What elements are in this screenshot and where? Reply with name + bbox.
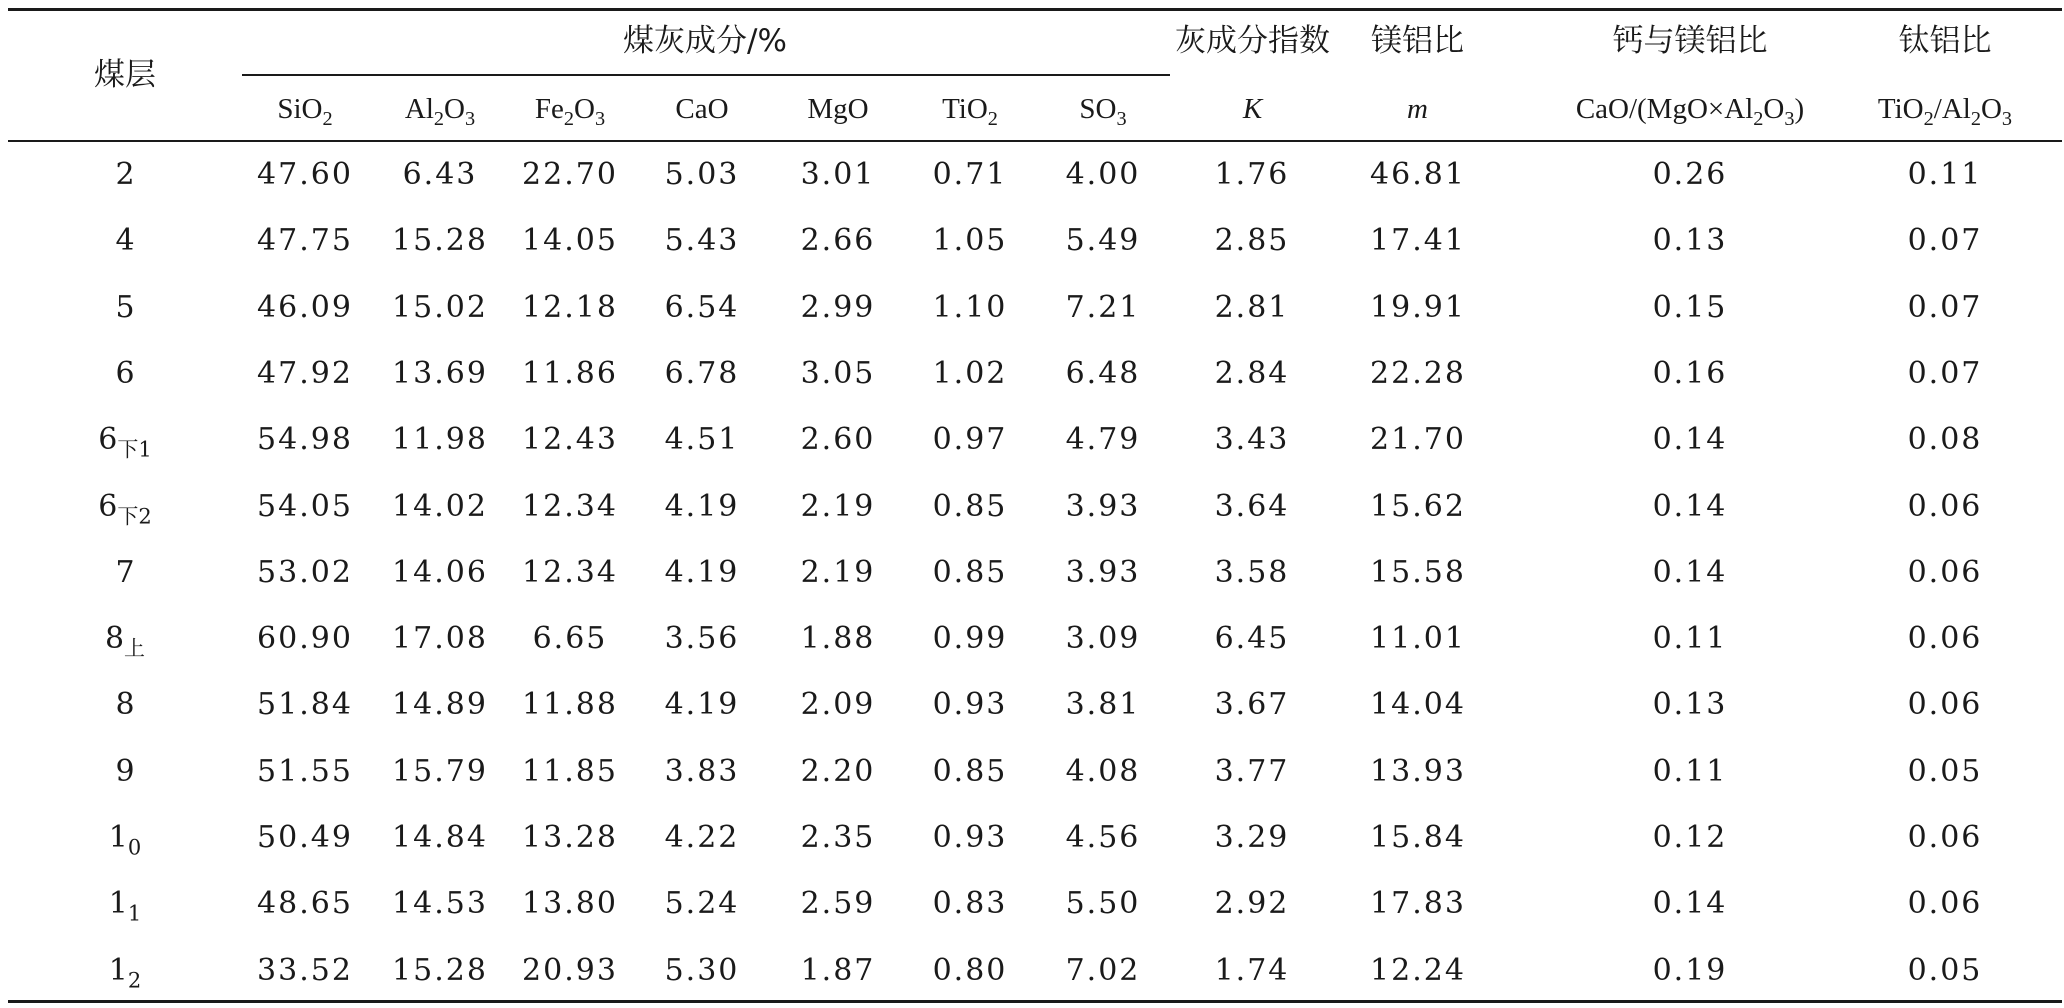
header-sio2: SiO$_2$ bbox=[277, 93, 333, 131]
cell-fe2o3: 20.93 bbox=[522, 953, 618, 988]
cell-tio2: 0.93 bbox=[932, 687, 1008, 722]
cell-sio2: 54.05 bbox=[257, 489, 353, 524]
cell-fe2o3: 13.28 bbox=[522, 820, 618, 855]
header-tio2: TiO$_2$ bbox=[942, 93, 998, 131]
cell-so3: 3.09 bbox=[1065, 621, 1141, 656]
cell-tio2: 1.02 bbox=[932, 356, 1008, 391]
cell-seam: $1_2$ bbox=[108, 953, 142, 993]
cell-so3: 4.00 bbox=[1065, 157, 1141, 192]
cell-tio2: 0.93 bbox=[932, 820, 1008, 855]
cell-mgo: 2.19 bbox=[800, 555, 876, 590]
cell-sio2: 53.02 bbox=[257, 555, 353, 590]
cell-sio2: 47.75 bbox=[257, 223, 353, 258]
cell-ca-ratio: 0.14 bbox=[1652, 886, 1728, 921]
cell-k: 2.81 bbox=[1214, 290, 1290, 325]
header-mgo: MgO bbox=[807, 93, 869, 125]
header-rule bbox=[8, 140, 2062, 142]
cell-k: 3.77 bbox=[1214, 754, 1290, 789]
cell-tio2: 1.10 bbox=[932, 290, 1008, 325]
cell-sio2: 54.98 bbox=[257, 422, 353, 457]
cell-ca-ratio: 0.11 bbox=[1652, 621, 1728, 656]
cell-ti-ratio: 0.06 bbox=[1907, 820, 1983, 855]
cell-cao: 6.78 bbox=[664, 356, 740, 391]
cell-ti-ratio: 0.07 bbox=[1907, 290, 1983, 325]
cell-ca-ratio: 0.14 bbox=[1652, 489, 1728, 524]
cell-m: 12.24 bbox=[1370, 953, 1466, 988]
cell-cao: 4.22 bbox=[664, 820, 740, 855]
cell-so3: 7.02 bbox=[1065, 953, 1141, 988]
cell-seam: 4 bbox=[115, 223, 135, 258]
cell-cao: 3.83 bbox=[664, 754, 740, 789]
cell-k: 6.45 bbox=[1214, 621, 1290, 656]
cell-sio2: 47.60 bbox=[257, 157, 353, 192]
cell-cao: 4.19 bbox=[664, 489, 740, 524]
cell-fe2o3: 12.34 bbox=[522, 555, 618, 590]
cell-sio2: 47.92 bbox=[257, 356, 353, 391]
cell-so3: 3.81 bbox=[1065, 687, 1141, 722]
cell-ca-ratio: 0.13 bbox=[1652, 223, 1728, 258]
cell-seam: $1_0$ bbox=[108, 820, 142, 860]
cell-fe2o3: 12.18 bbox=[522, 290, 618, 325]
cell-so3: 4.08 bbox=[1065, 754, 1141, 789]
header-ti-al-ratio: 钛铝比 bbox=[1898, 23, 1992, 59]
cell-tio2: 1.05 bbox=[932, 223, 1008, 258]
cell-so3: 3.93 bbox=[1065, 555, 1141, 590]
header-ash-index: 灰成分指数 bbox=[1175, 23, 1330, 59]
cell-m: 15.84 bbox=[1370, 820, 1466, 855]
header-mg-al-ratio: 镁铝比 bbox=[1371, 23, 1464, 59]
cell-m: 17.41 bbox=[1370, 223, 1466, 258]
cell-al2o3: 15.02 bbox=[392, 290, 488, 325]
cell-m: 21.70 bbox=[1370, 422, 1466, 457]
cell-m: 46.81 bbox=[1370, 157, 1466, 192]
cell-fe2o3: 6.65 bbox=[532, 621, 608, 656]
header-al2o3: $Al_2O_3$ bbox=[404, 93, 476, 131]
cell-m: 22.28 bbox=[1370, 356, 1466, 391]
cell-al2o3: 15.79 bbox=[392, 754, 488, 789]
cell-al2o3: 15.28 bbox=[392, 223, 488, 258]
cell-al2o3: 15.28 bbox=[392, 953, 488, 988]
cell-tio2: 0.80 bbox=[932, 953, 1008, 988]
cell-m: 17.83 bbox=[1370, 886, 1466, 921]
cell-mgo: 2.60 bbox=[800, 422, 876, 457]
cell-al2o3: 11.98 bbox=[392, 422, 488, 457]
cell-seam: 9 bbox=[115, 754, 135, 789]
cell-k: 3.64 bbox=[1214, 489, 1290, 524]
cell-mgo: 2.20 bbox=[800, 754, 876, 789]
cell-tio2: 0.99 bbox=[932, 621, 1008, 656]
header-fe2o3: $Fe_2O_3$ bbox=[534, 93, 606, 131]
cell-k: 2.84 bbox=[1214, 356, 1290, 391]
cell-tio2: 0.85 bbox=[932, 555, 1008, 590]
cell-ca-ratio: 0.11 bbox=[1652, 754, 1728, 789]
cell-fe2o3: 12.43 bbox=[522, 422, 618, 457]
cell-cao: 5.03 bbox=[664, 157, 740, 192]
cell-fe2o3: 13.80 bbox=[522, 886, 618, 921]
cell-mgo: 2.66 bbox=[800, 223, 876, 258]
cell-ca-ratio: 0.19 bbox=[1652, 953, 1728, 988]
cell-ti-ratio: 0.06 bbox=[1907, 886, 1983, 921]
cell-mgo: 1.88 bbox=[800, 621, 876, 656]
header-k-symbol: K bbox=[1242, 93, 1263, 125]
header-ash-composition: 煤灰成分/% bbox=[623, 23, 787, 59]
cell-sio2: 51.55 bbox=[257, 754, 353, 789]
cell-so3: 4.79 bbox=[1065, 422, 1141, 457]
cell-fe2o3: 12.34 bbox=[522, 489, 618, 524]
cell-m: 15.58 bbox=[1370, 555, 1466, 590]
cell-tio2: 0.85 bbox=[932, 489, 1008, 524]
cell-ca-ratio: 0.14 bbox=[1652, 555, 1728, 590]
cell-k: 2.85 bbox=[1214, 223, 1290, 258]
cell-mgo: 2.09 bbox=[800, 687, 876, 722]
cell-fe2o3: 14.05 bbox=[522, 223, 618, 258]
cell-fe2o3: 11.86 bbox=[522, 356, 618, 391]
cell-k: 3.67 bbox=[1214, 687, 1290, 722]
cell-al2o3: 14.84 bbox=[392, 820, 488, 855]
cell-sio2: 50.49 bbox=[257, 820, 353, 855]
cell-cao: 4.19 bbox=[664, 687, 740, 722]
cell-cao: 4.19 bbox=[664, 555, 740, 590]
cell-mgo: 2.35 bbox=[800, 820, 876, 855]
cell-sio2: 60.90 bbox=[257, 621, 353, 656]
cell-k: 3.58 bbox=[1214, 555, 1290, 590]
cell-ca-ratio: 0.15 bbox=[1652, 290, 1728, 325]
cell-cao: 3.56 bbox=[664, 621, 740, 656]
cell-cao: 5.43 bbox=[664, 223, 740, 258]
cell-so3: 3.93 bbox=[1065, 489, 1141, 524]
cell-mgo: 1.87 bbox=[800, 953, 876, 988]
cell-ti-ratio: 0.06 bbox=[1907, 687, 1983, 722]
cell-seam: 8 bbox=[115, 687, 135, 722]
cell-tio2: 0.97 bbox=[932, 422, 1008, 457]
cell-k: 1.76 bbox=[1214, 157, 1290, 192]
cell-ca-ratio: 0.14 bbox=[1652, 422, 1728, 457]
header-cao: CaO bbox=[675, 93, 729, 125]
cell-so3: 5.50 bbox=[1065, 886, 1141, 921]
cell-ti-ratio: 0.06 bbox=[1907, 555, 1983, 590]
header-ca-formula: CaO/$(MgO\times Al_2O_3)$ bbox=[1575, 93, 1805, 131]
cell-ti-ratio: 0.11 bbox=[1907, 157, 1983, 192]
cell-cao: 6.54 bbox=[664, 290, 740, 325]
cell-k: 2.92 bbox=[1214, 886, 1290, 921]
header-so3: $SO_3$ bbox=[1079, 93, 1127, 131]
cell-cao: 5.30 bbox=[664, 953, 740, 988]
cell-m: 15.62 bbox=[1370, 489, 1466, 524]
cell-seam: $8_上$ bbox=[104, 621, 146, 661]
cell-mgo: 3.01 bbox=[800, 157, 876, 192]
cell-fe2o3: 11.85 bbox=[522, 754, 618, 789]
cell-seam: 2 bbox=[115, 157, 135, 192]
cell-so3: 4.56 bbox=[1065, 820, 1141, 855]
cell-ti-ratio: 0.06 bbox=[1907, 489, 1983, 524]
cell-ti-ratio: 0.05 bbox=[1907, 754, 1983, 789]
cell-ca-ratio: 0.13 bbox=[1652, 687, 1728, 722]
cell-al2o3: 14.06 bbox=[392, 555, 488, 590]
cell-seam: 6 bbox=[115, 356, 135, 391]
cell-ca-ratio: 0.16 bbox=[1652, 356, 1728, 391]
cell-fe2o3: 22.70 bbox=[522, 157, 618, 192]
cell-m: 11.01 bbox=[1370, 621, 1466, 656]
cell-mgo: 3.05 bbox=[800, 356, 876, 391]
cell-k: 3.43 bbox=[1214, 422, 1290, 457]
cell-sio2: 51.84 bbox=[257, 687, 353, 722]
cell-seam: $1_1$ bbox=[108, 886, 142, 926]
cell-so3: 6.48 bbox=[1065, 356, 1141, 391]
cell-ca-ratio: 0.12 bbox=[1652, 820, 1728, 855]
group-rule bbox=[242, 74, 1170, 76]
cell-seam: $6_{下1}$ bbox=[98, 422, 152, 462]
cell-ti-ratio: 0.06 bbox=[1907, 621, 1983, 656]
cell-mgo: 2.99 bbox=[800, 290, 876, 325]
header-ti-formula: $TiO_2/Al_2O_3$ bbox=[1877, 93, 2013, 131]
cell-al2o3: 14.53 bbox=[392, 886, 488, 921]
cell-seam: $6_{下2}$ bbox=[98, 489, 152, 529]
cell-tio2: 0.83 bbox=[932, 886, 1008, 921]
cell-al2o3: 6.43 bbox=[402, 157, 478, 192]
cell-fe2o3: 11.88 bbox=[522, 687, 618, 722]
cell-so3: 5.49 bbox=[1065, 223, 1141, 258]
cell-sio2: 33.52 bbox=[257, 953, 353, 988]
top-rule bbox=[8, 8, 2062, 11]
header-seam: 煤层 bbox=[94, 57, 156, 93]
cell-cao: 5.24 bbox=[664, 886, 740, 921]
cell-tio2: 0.71 bbox=[932, 157, 1008, 192]
cell-ti-ratio: 0.05 bbox=[1907, 953, 1983, 988]
cell-ti-ratio: 0.08 bbox=[1907, 422, 1983, 457]
bottom-rule bbox=[8, 1000, 2062, 1003]
cell-m: 14.04 bbox=[1370, 687, 1466, 722]
cell-ti-ratio: 0.07 bbox=[1907, 356, 1983, 391]
cell-sio2: 46.09 bbox=[257, 290, 353, 325]
cell-al2o3: 14.02 bbox=[392, 489, 488, 524]
header-ca-mgal-ratio: 钙与镁铝比 bbox=[1612, 23, 1768, 59]
cell-al2o3: 14.89 bbox=[392, 687, 488, 722]
cell-seam: 7 bbox=[115, 555, 135, 590]
cell-mgo: 2.59 bbox=[800, 886, 876, 921]
header-m-symbol: m bbox=[1407, 93, 1428, 125]
cell-seam: 5 bbox=[115, 290, 135, 325]
cell-k: 1.74 bbox=[1214, 953, 1290, 988]
cell-so3: 7.21 bbox=[1065, 290, 1141, 325]
cell-m: 19.91 bbox=[1370, 290, 1466, 325]
cell-al2o3: 13.69 bbox=[392, 356, 488, 391]
cell-tio2: 0.85 bbox=[932, 754, 1008, 789]
cell-cao: 4.51 bbox=[664, 422, 740, 457]
cell-ti-ratio: 0.07 bbox=[1907, 223, 1983, 258]
cell-sio2: 48.65 bbox=[257, 886, 353, 921]
cell-mgo: 2.19 bbox=[800, 489, 876, 524]
cell-ca-ratio: 0.26 bbox=[1652, 157, 1728, 192]
cell-m: 13.93 bbox=[1370, 754, 1466, 789]
cell-al2o3: 17.08 bbox=[392, 621, 488, 656]
cell-k: 3.29 bbox=[1214, 820, 1290, 855]
